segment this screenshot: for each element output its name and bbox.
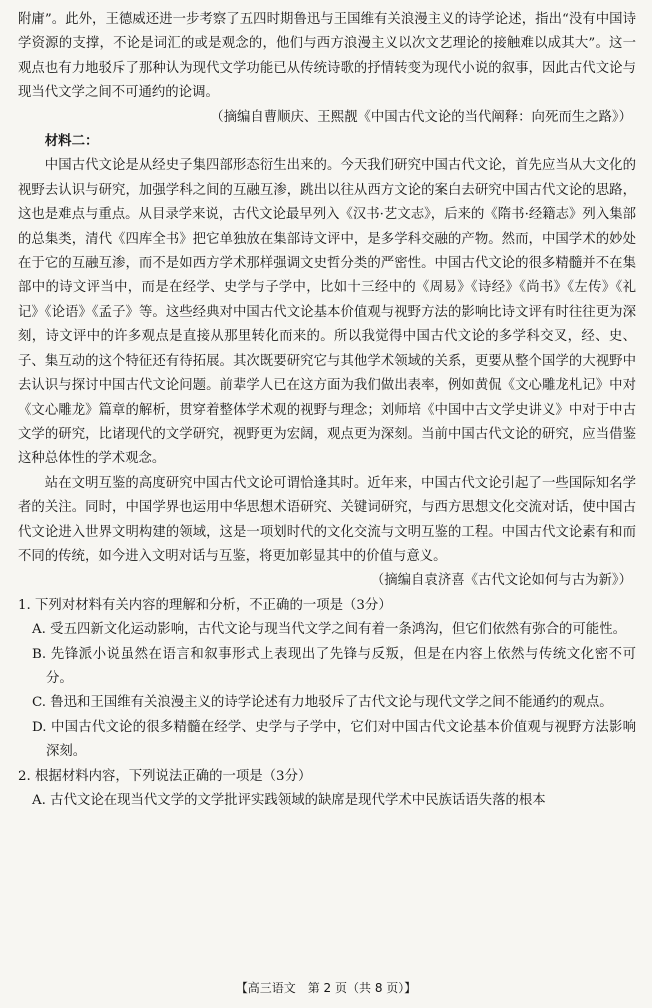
intro-paragraph: 附庸”。此外，王德威还进一步考察了五四时期鲁迅与王国维有关浪漫主义的诗学论述，指出“没有中国诗学资源的支撑，不论是词汇的或是观念的，他们与西方浪漫主义以次文艺理论的接触难以成其大”。这一观点也有力地驳斥了那种认为现代文学功能已从传统诗歌的抒情转变为现代小说的叙事，因此古代文论与现当代文学之间不可通约的论调。 [18, 12, 636, 101]
source-citation-2: （摘编自袁济喜《古代文论如何与古为新》） [370, 573, 632, 589]
question-1-option-b: B. 先锋派小说虽然在语言和叙事形式上表现出了先锋与反叛，但是在内容上依然与传统文化密不可分。 [32, 646, 636, 686]
question-1-option-a: A. 受五四新文化运动影响，古代文论与现当代文学之间有着一条鸿沟，但它们依然有弥合的可能性。 [32, 622, 626, 638]
document-body [18, 8, 636, 813]
question-1-option-d: D. 中国古代文论的很多精髓在经学、史学与子学中，它们对中国古代文论基本价值观与视野方法影响深刻。 [32, 719, 636, 760]
source-citation-1: （摘编自曹顺庆、王熙靓《中国古代文论的当代阐释：向死而生之路》） [210, 109, 632, 125]
question-1-option-c: C. 鲁迅和王国维有关浪漫主义的诗学论述有力地驳斥了古代文论与现代文学之间不能通约的观点。 [32, 695, 613, 711]
question-2-option-a: A. 古代文论在现当代文学的文学批评实践领域的缺席是现代学术中民族话语失落的根本 [32, 793, 546, 808]
question-1-stem: 1. 下列对材料有关内容的理解和分析，不正确的一项是（3分） [18, 597, 392, 613]
material-2-heading: 材料二： [44, 134, 99, 150]
material-2-paragraph-1: 中国古代文论是从经史子集四部形态衍生出来的。今天我们研究中国古代文论，首先应当从大文化的视野去认识与研究，加强学科之间的互融互渗，跳出以往从西方文论的案白去研究中国古代文论的思路，这也是难点与重点。从目录学来说，古代文论最早列入《汉书·艺文志》，后来的《隋书·经籍志》列入集部的总集类，清代《四库全书》把它单独放在集部诗文评中，是多学科交融的产物。然而，中国学术的妙处在于它的互融互渗，而不是如西方学术那样强调文史哲分类的严密性。中国古代文论的很多精髓并不在集部中的诗文评当中，而是在经学、史学与子学中，比如十三经中的《周易》《诗经》《尚书》《左传》《礼记》《论语》《孟子》等。这些经典对中国古代文论基本价值观与视野方法的影响比诗文评有时往往更为深刻，诗文评中的许多观点是直接从那里转化而来的。所以我觉得中国古代文论的多学科交叉，经、史、子、集互动的这个特征还有待拓展。其次既要研究它与其他学术领域的关系，更要从整个国学的大视野中去认识与探讨中国古代文论问题。前辈学人已在这方面为我们做出表率，例如黄侃《文心雕龙札记》中对《文心雕龙》篇章的解析，贯穿着整体学术观的视野与理念；刘师培《中国中古文学史讲义》中对于中古文学的研究，比诸现代的文学研究，视野更为宏阔，观点更为深刻。当前中国古代文论的研究，应当借鉴这种总体性的学术观念。 [18, 158, 636, 467]
material-2-paragraph-2: 站在文明互鉴的高度研究中国古代文论可谓恰逢其时。近年来，中国古代文论引起了一些国际知名学者的关注。同时，中国学界也运用中华思想术语研究、关键词研究，与西方思想文化交流对话，使中国古代文论进入世界文明构建的领域，这是一项划时代的文化交流与文明互鉴的工程。中国古代文论素有和而不同的传统，如今进入文明对话与互鉴，将更加彰显其中的价值与意义。 [18, 475, 636, 564]
question-2-stem: 2. 根据材料内容，下列说法正确的一项是（3分） [18, 768, 312, 784]
page-footer: 【高三语文 第 2 页（共 8 页）】 [235, 981, 417, 995]
